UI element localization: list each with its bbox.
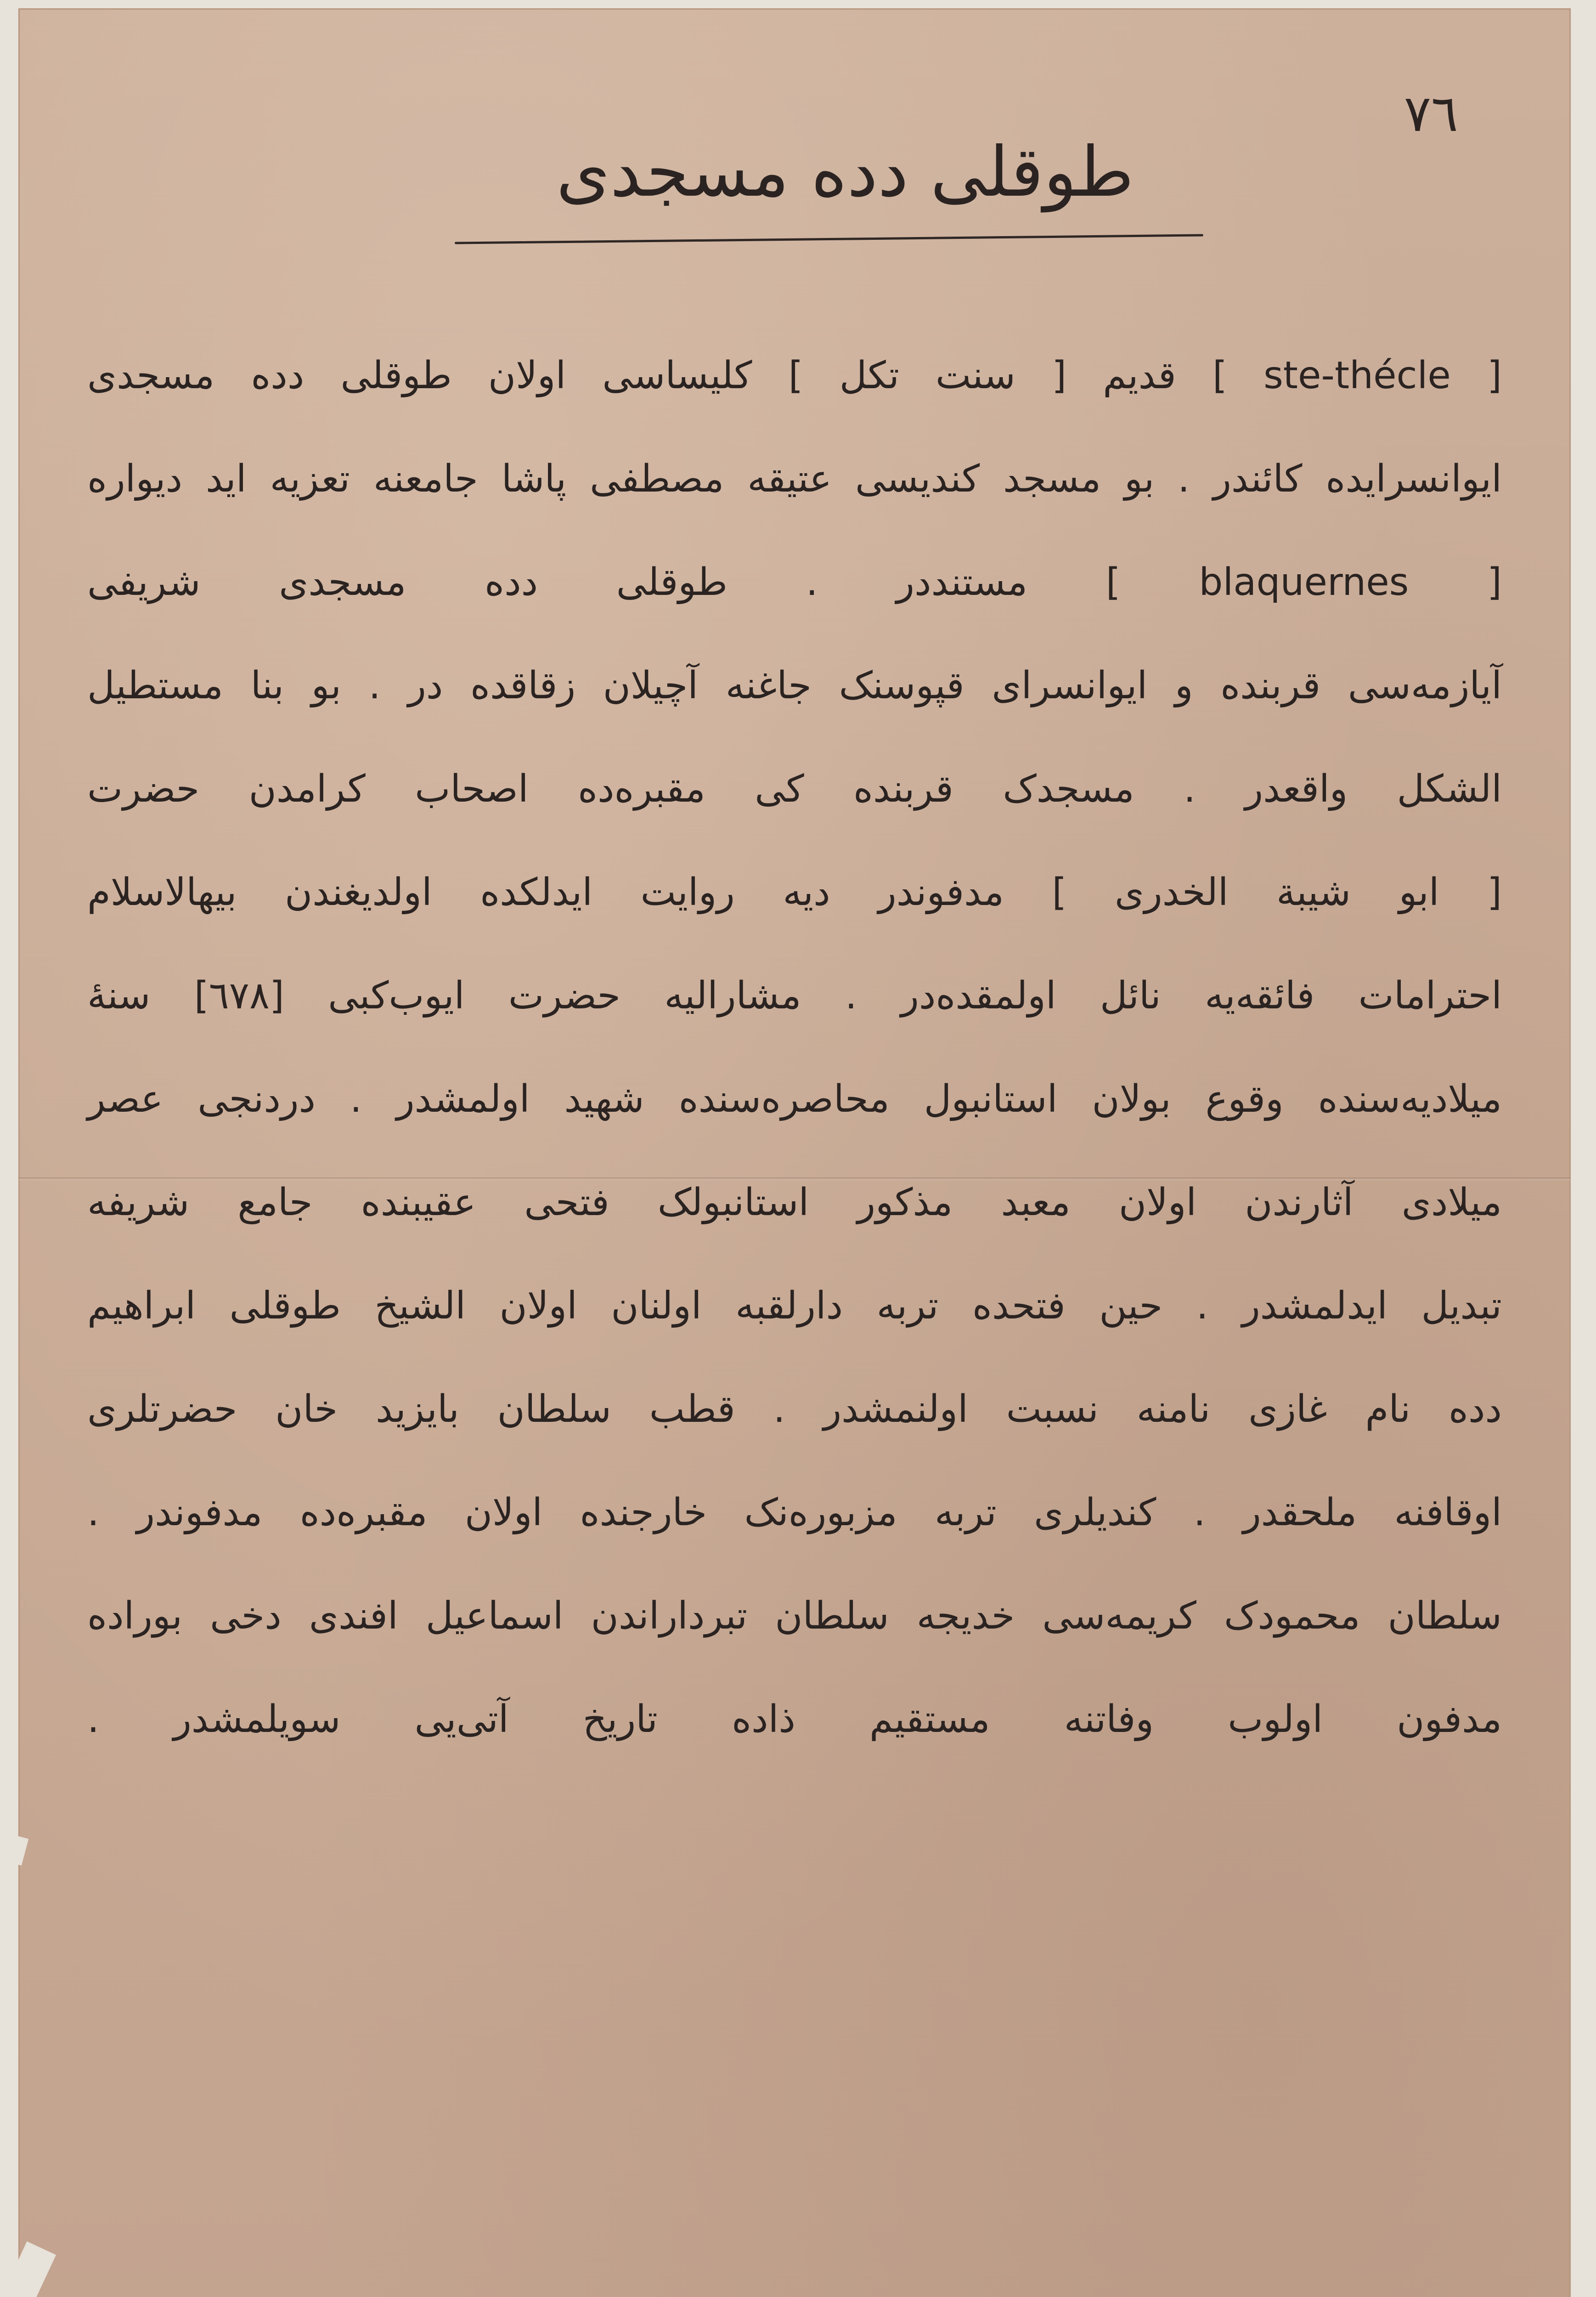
text-line: مدفون اولوب وفاتنه مستقیم ذاده تاریخ آتی‌یی سویلمشدر . <box>87 1697 1502 1741</box>
text-line: [ blaquernes ] مستنددر . طوقلی دده مسجدی شریفی <box>87 560 1502 604</box>
torn-edge <box>8 1835 29 1866</box>
text-line: احترامات فائقه‌یه نائل اولمقده‌در . مشارالیه حضرت ایوب‌کبی [٦٧٨] سنه‌ٔ <box>87 974 1502 1018</box>
text-line: دده نام غازی نامنه نسبت اولنمشدر . قطب سلطان بایزید خان حضرتلری <box>87 1387 1502 1431</box>
page-number: ٧٦ <box>1404 84 1458 143</box>
text-line: الشکل واقعدر . مسجدک قربنده کی مقبره‌ده اصحاب کرامدن حضرت <box>87 767 1502 811</box>
manuscript-page <box>18 8 1571 2297</box>
text-line: آیازمه‌سی قربنده و ایوانسرای قپوسنک جاغنه آچیلان زقاقده در . بو بنا مستطیل <box>87 664 1502 707</box>
text-line: میلادیه‌سنده وقوع بولان استانبول محاصره‌سنده شهید اولمشدر . دردنجی عصر <box>87 1077 1502 1121</box>
text-line: اوقافنه ملحقدر . کندیلری تربه مزبوره‌نک خارجنده اولان مقبره‌ده مدفوندر . <box>87 1491 1502 1534</box>
text-line: [ ste-thécle ] قدیم [ سنت تکل ] کلیساسی اولان طوقلی دده مسجدی <box>87 354 1502 397</box>
torn-edge <box>4 2241 56 2297</box>
text-line: [ ابو شیبة الخدری ] مدفوندر دیه روایت ایدلکده اولدیغندن بیهالاسلام <box>87 871 1502 914</box>
text-line: میلادی آثارندن اولان معبد مذکور استانبولک فتحی عقیبنده جامع شریفه <box>87 1181 1502 1224</box>
text-line: تبدیل ایدلمشدر . حین فتحده تربه دارلقبه اولنان اولان الشیخ طوقلی ابراهیم <box>87 1284 1502 1328</box>
text-line: سلطان محمودک کریمه‌سی خدیجه سلطان تبرداراندن اسماعیل افندی دخی بوراده <box>87 1594 1502 1638</box>
page-title: طوقلی دده مسجدی <box>556 132 1134 212</box>
text-line: ایوانسرایده کائندر . بو مسجد کندیسی عتیقه مصطفی پاشا جامعنه تعزیه اید دیواره <box>87 457 1502 501</box>
title-underline <box>455 234 1203 244</box>
